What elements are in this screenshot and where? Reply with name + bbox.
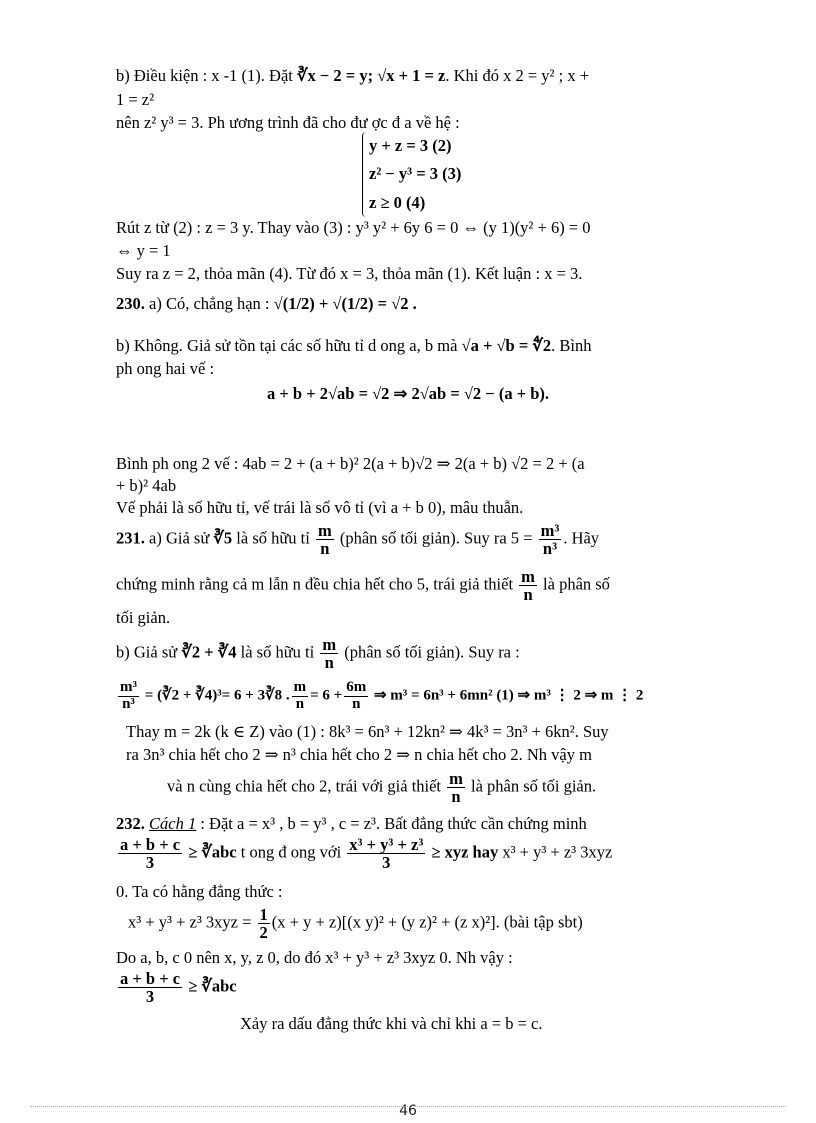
text: b) Giả sử bbox=[116, 642, 178, 662]
fraction bbox=[519, 568, 537, 604]
problem-number: 231. bbox=[116, 528, 145, 548]
denominator: 3 bbox=[145, 853, 155, 873]
text: x³ + y³ + z³ 3xyz bbox=[498, 842, 613, 862]
equation: ≥ ∛abc bbox=[188, 976, 237, 996]
text-line: Vế phải là số hữu tỉ, vế trái là số vô tỉ (vì a + b 0), mâu thuẫn. bbox=[116, 498, 524, 517]
denominator: 3 bbox=[145, 987, 155, 1007]
system-row: z² − y³ = 3 (3) bbox=[369, 164, 462, 184]
text: . Bình bbox=[551, 336, 592, 355]
denominator: n³ bbox=[542, 539, 558, 559]
text: là phân số bbox=[543, 574, 610, 594]
fraction bbox=[118, 836, 182, 872]
denominator: 2 bbox=[259, 923, 268, 943]
fraction bbox=[344, 680, 368, 713]
text-line: Do a, b, c 0 nên x, y, z 0, do đó x³ + y³ + z³ 3xyz 0. Nh vậy : bbox=[116, 948, 513, 967]
numerator: m bbox=[317, 521, 332, 540]
equation-line: $\frac{\text{m³}}{\text{n³}}$ = (∛2 + ∛4)³= 6 + 3∛8 . $\frac{m}{n}$ = 6 + $\frac{6m}{n}$ ⇒ m³ = 6n³ + 6mn² (1) ⇒ m³ ⋮ 2 ⇒ m ⋮ 2 bbox=[120, 679, 644, 712]
text-line: tối giản. bbox=[116, 608, 171, 627]
text-line bbox=[116, 836, 716, 872]
text: b) Điều kiện : x -1 (1). Đặt bbox=[116, 66, 293, 85]
text-line bbox=[167, 770, 716, 806]
radical: ∛5 bbox=[213, 528, 233, 548]
numerator: m bbox=[293, 679, 307, 695]
text: a) Có, chẳng hạn : bbox=[144, 294, 270, 313]
equation: ≥ xyz hay bbox=[431, 842, 499, 862]
problem-231b bbox=[116, 636, 716, 672]
equation: ⇒ m³ = 6n³ + 6mn² (1) ⇒ m³ ⋮ 2 ⇒ m ⋮ 2 bbox=[370, 687, 644, 704]
system-row: z ≥ 0 (4) bbox=[369, 192, 426, 212]
text-line bbox=[128, 906, 716, 942]
text: (phân số tối giản). Suy ra : bbox=[344, 642, 520, 662]
text-line: nên z² y³ = 3. Ph ương trình đã cho đư ợc đ a về hệ : bbox=[116, 113, 460, 132]
text-line: Bình ph ong 2 vế : 4ab = 2 + (a + b)² 2(a + b)√2 ⇒ 2(a + b) √2 = 2 + (a bbox=[116, 454, 585, 473]
equation: = 6 + bbox=[310, 687, 343, 704]
numerator: m³ bbox=[540, 521, 560, 540]
radical: ≥ ∛abc bbox=[188, 842, 237, 862]
text-line: 0. Ta có hằng đẳng thức : bbox=[116, 882, 283, 901]
page-number: 46 bbox=[399, 1103, 417, 1119]
text: là số hữu tỉ bbox=[236, 528, 310, 548]
footer-divider bbox=[30, 1106, 786, 1107]
text: . Khi đó x 2 = y² ; x + bbox=[445, 66, 590, 85]
text-line bbox=[116, 66, 716, 87]
fraction bbox=[347, 836, 425, 872]
text-line: Suy ra z = 2, thỏa mãn (4). Từ đó x = 3, thỏa mãn (1). Kết luận : x = 3. bbox=[116, 264, 583, 283]
fraction bbox=[118, 680, 139, 713]
fraction bbox=[292, 680, 309, 713]
equation: √(1/2) + √(1/2) = √2 . bbox=[273, 294, 417, 313]
numerator: x³ + y³ + z³ bbox=[349, 835, 424, 854]
fraction bbox=[447, 770, 465, 806]
equation: √a + √b = ∜2 bbox=[461, 336, 552, 355]
text: và n cùng chia hết cho 2, trái với giả thiết bbox=[167, 776, 442, 796]
text-line: + b)² 4ab bbox=[116, 476, 177, 495]
text-line: Thay m = 2k (k ∈ Z) vào (1) : 8k³ = 6n³ + 12kn² ⇒ 4k³ = 3n³ + 6kn². Suy bbox=[126, 722, 609, 741]
numerator: m bbox=[449, 769, 463, 788]
problem-number: 230. bbox=[116, 294, 145, 313]
equation-line: a + b + 2√ab = √2 ⇒ 2√ab = √2 − (a + b). bbox=[266, 384, 550, 403]
numerator: m bbox=[521, 567, 535, 586]
text: (phân số tối giản). Suy ra 5 = bbox=[339, 528, 533, 548]
text: . Hãy bbox=[563, 528, 600, 548]
problem-231a bbox=[116, 522, 716, 558]
text-line: ra 3n³ chia hết cho 2 ⇒ n³ chia hết cho 2 ⇒ n chia hết cho 2. Nh vậy m bbox=[126, 745, 592, 764]
text: x³ + y³ + z³ 3xyz = bbox=[128, 912, 252, 932]
fraction bbox=[539, 522, 562, 558]
text-line: ⇔ y = 1 bbox=[116, 241, 171, 260]
denominator: n bbox=[295, 695, 305, 712]
denominator: n bbox=[451, 787, 461, 807]
text: t ong đ ong với bbox=[240, 842, 342, 862]
text: : Đặt a = x³ , b = y³ , c = z³. Bất đẳng thức cần chứng minh bbox=[196, 814, 587, 833]
radical: (∛2 + ∛4)³ bbox=[157, 687, 222, 704]
numerator: a + b + c bbox=[120, 969, 181, 988]
fraction bbox=[118, 970, 182, 1006]
numerator: a + b + c bbox=[120, 835, 181, 854]
text-line bbox=[116, 336, 716, 357]
text-line bbox=[116, 568, 716, 604]
denominator: n bbox=[324, 653, 334, 673]
text: là số hữu tỉ bbox=[240, 642, 315, 662]
denominator: n bbox=[352, 695, 361, 712]
radical: ∛2 + ∛4 bbox=[181, 642, 237, 662]
text: b) Không. Giả sử tồn tại các số hữu tỉ d ong a, b mà bbox=[116, 336, 458, 355]
numerator: 1 bbox=[259, 905, 268, 924]
text-line bbox=[116, 970, 716, 1006]
text-line: 1 = z² bbox=[116, 90, 155, 109]
fraction bbox=[320, 636, 338, 672]
numerator: m bbox=[322, 635, 337, 654]
text-line: Rút z từ (2) : z = 3 y. Thay vào (3) : y³ y² + 6y 6 = 0 ⇔ (y 1)(y² + 6) = 0 bbox=[116, 218, 591, 237]
denominator: n bbox=[523, 585, 533, 605]
text: chứng minh rằng cả m lẫn n đều chia hết cho 5, trái giả thiết bbox=[116, 574, 514, 594]
denominator: 3 bbox=[382, 853, 391, 873]
problem-number: 232. bbox=[116, 814, 145, 833]
system-row: y + z = 3 (2) bbox=[369, 136, 452, 155]
equation-system bbox=[362, 132, 461, 217]
text: a) Giả sử bbox=[144, 528, 210, 548]
denominator: n³ bbox=[122, 695, 135, 712]
numerator: 6m bbox=[346, 679, 367, 695]
problem-230a bbox=[116, 294, 716, 315]
fraction bbox=[316, 522, 334, 558]
problem-232 bbox=[116, 814, 716, 835]
text-line: Xảy ra dấu đẳng thức khi và chỉ khi a = b = c. bbox=[240, 1014, 543, 1033]
fraction bbox=[258, 906, 270, 942]
equation: = 6 + 3∛8 . bbox=[221, 687, 290, 704]
numerator: m³ bbox=[120, 679, 137, 695]
denominator: n bbox=[320, 539, 330, 559]
equation: ∛x − 2 = y; √x + 1 = z bbox=[297, 66, 446, 85]
text: (x + y + z)[(x y)² + (y z)² + (z x)²]. (bài tập sbt) bbox=[271, 912, 583, 932]
text-line: ph ong hai vế : bbox=[116, 359, 215, 378]
method-label: Cách 1 bbox=[149, 814, 197, 833]
text: là phân số tối giản. bbox=[471, 776, 597, 796]
